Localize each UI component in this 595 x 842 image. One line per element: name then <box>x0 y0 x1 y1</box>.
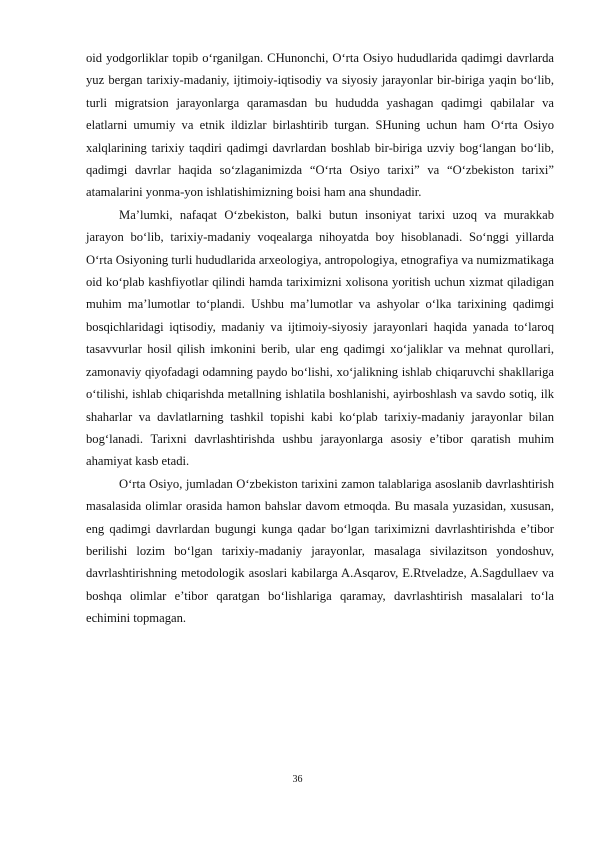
paragraph-1: oid yodgorliklar topib o‘rganilgan. CHunonchi, O‘rta Osiyo hududlarida qadimgi davrlarda yuz bergan tarixiy-madaniy, ijtimoiy-iqtisodiy va siyosiy jarayonlar bir-biriga yaqin bo‘lib, turli migratsion jarayonlarga qaramasdan bu hududda yashagan qadimgi qabilalar va elatlarni umumiy va etnik ildizlar birlashtirib turgan. SHuning uchun ham O‘rta Osiyo xalqlarining tarixiy taqdiri qadimgi davrlardan boshlab bir-biriga uzviy bog‘langan bo‘lib, qadimgi davrlar haqida so‘zlaganimizda “O‘rta Osiyo tarixi” va “O‘zbekiston tarixi” atamalarini yonma-yon ishlatishimizning boisi ham ana shundadir. <box>86 51 554 200</box>
document-body <box>86 47 554 630</box>
paragraph-2: Ma’lumki, nafaqat O‘zbekiston, balki butun insoniyat tarixi uzoq va murakkab jarayon bo‘lib, tarixiy-madaniy voqealarga nihoyatda boy hisoblanadi. So‘nggi yillarda O‘rta Osiyoning turli hududlarida arxeologiya, antropologiya, etnografiya va numizmatikaga oid ko‘plab kashfiyotlar qilindi hamda tariximizni xolisona yoritish uchun xizmat qiladigan muhim ma’lumotlar to‘plandi. Ushbu ma’lumotlar va ashyolar o‘lka tarixining qadimgi bosqichlaridagi iqtisodiy, madaniy va ijtimoiy-siyosiy jarayonlari haqida yanada to‘laroq tasavvurlar hosil qilish imkonini berib, ular eng qadimgi xo‘jaliklar va mehnat qurollari, zamonaviy qiyofadagi odamning paydo bo‘lishi, xo‘jalikning ishlab chiqaruvchi shakllariga o‘tilishi, ishlab chiqarishda metallning ishlatila boshlanishi, ayirboshlash va savdo sotiq, ilk shaharlar va davlatlarning tashkil topishi kabi ko‘plab tarixiy-madaniy jarayonlar bilan bog‘lanadi. Tarixni davrlashtirishda ushbu jarayonlarga asosiy e’tibor qaratish muhim ahamiyat kasb etadi. <box>86 207 554 469</box>
page-number: 36 <box>292 774 303 785</box>
paragraph-3: O‘rta Osiyo, jumladan O‘zbekiston tarixini zamon talablariga asoslanib davrlashtirish masalasida olimlar orasida hamon bahslar davom etmoqda. Bu masala yuzasidan, xususan, eng qadimgi davrlardan bugungi kunga qadar bo‘lgan tariximizni davrlashtirishda e’tibor berilishi lozim bo‘lgan tarixiy-madaniy jarayonlar, masalaga sivilazitson yondoshuv, davrlashtirishning metodologik asoslari kabilarga A.Asqarov, E.Rtveladze, A.Sagdullaev va boshqa olimlar e’tibor qaratgan bo‘lishlariga qaramay, davrlashtirish masalalari to‘la echimini topmagan. <box>86 476 554 626</box>
